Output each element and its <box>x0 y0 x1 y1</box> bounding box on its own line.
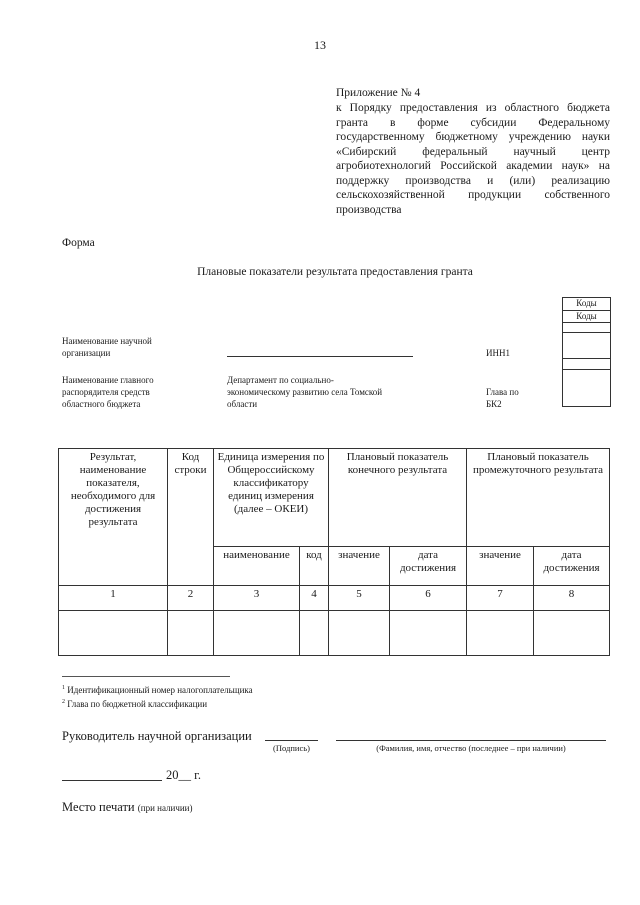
column-number: 3 <box>214 586 300 611</box>
department-value: Департамент по социально- экономическому развитию села Томской области <box>227 375 383 409</box>
codes-box <box>562 297 611 407</box>
codes-cell-spacer-2 <box>563 358 610 369</box>
column-number: 2 <box>168 586 214 611</box>
column-number: 5 <box>329 586 390 611</box>
main-distributor-label: Наименование главного распорядителя средств областного бюджета <box>62 375 154 409</box>
codes-header-2: Коды <box>563 310 610 322</box>
codes-cell-glava <box>563 369 610 407</box>
date-year: 20__ г. <box>166 768 201 782</box>
header-result: Результат, наименование показателя, необходимого для достижения результата <box>59 449 168 586</box>
full-name-field[interactable] <box>336 740 606 741</box>
org-label: Наименование научной организации <box>62 336 152 358</box>
column-number: 7 <box>467 586 534 611</box>
signature-field[interactable] <box>265 740 318 741</box>
footnote-2: $^2$ Глава по бюджетной классификации <box>62 699 208 709</box>
column-number: 1 <box>59 586 168 611</box>
table-cell[interactable] <box>59 611 168 656</box>
subheader-final-value: значение <box>329 547 390 586</box>
table-cell[interactable] <box>467 611 534 656</box>
subheader-interim-date: дата достижения <box>534 547 610 586</box>
table-cell[interactable] <box>300 611 329 656</box>
footnote-divider <box>62 676 230 677</box>
subheader-interim-value: значение <box>467 547 534 586</box>
inn-label: ИНН1 <box>486 348 510 358</box>
column-number: 6 <box>390 586 467 611</box>
subheader-final-date: дата достижения <box>390 547 467 586</box>
document-title: Плановые показатели результата предоставления гранта <box>197 266 473 278</box>
signature-caption: (Подпись) <box>273 743 310 753</box>
subheader-unit-code: код <box>300 547 329 586</box>
page-number: 13 <box>314 38 326 52</box>
header-final: Плановый показатель конечного результата <box>329 449 467 547</box>
table-cell[interactable] <box>214 611 300 656</box>
date-field[interactable] <box>62 780 162 781</box>
table-cell[interactable] <box>168 611 214 656</box>
stamp-place: Место печати (при наличии) <box>62 800 193 814</box>
header-interim: Плановый показатель промежуточного результата <box>467 449 610 547</box>
indicators-table <box>58 448 610 656</box>
full-name-caption: (Фамилия, имя, отчество (последнее – при наличии) <box>376 743 566 753</box>
codes-header: Коды <box>563 297 610 310</box>
codes-cell-inn <box>563 332 610 358</box>
annex-text: к Порядку предоставления из областного бюджета гранта в форме субсидии Федеральному государственному бюджетному учреждению науки «Сибирский федеральный научный центр агробиотехнологий Российской академии наук» на поддержку производства и (или) реализацию сельскохозяйственной продукции собственного производства <box>336 102 610 216</box>
table-cell[interactable] <box>390 611 467 656</box>
form-label: Форма <box>62 237 95 249</box>
column-number: 8 <box>534 586 610 611</box>
header-unit: Единица измерения по Общероссийскому классификатору единиц измерения (далее – ОКЕИ) <box>214 449 329 547</box>
header-row-code: Код строки <box>168 449 214 586</box>
codes-cell-spacer <box>563 322 610 332</box>
annex-title: Приложение № 4 <box>336 87 421 99</box>
org-name-field[interactable] <box>227 356 413 357</box>
table-cell[interactable] <box>329 611 390 656</box>
table-cell[interactable] <box>534 611 610 656</box>
column-number: 4 <box>300 586 329 611</box>
glava-label: Глава по БК2 <box>486 387 519 409</box>
subheader-unit-name: наименование <box>214 547 300 586</box>
footnote-1: $^1$ Идентификационный номер налогоплательщика <box>62 685 253 695</box>
head-of-organization-label: Руководитель научной организации <box>62 729 252 743</box>
